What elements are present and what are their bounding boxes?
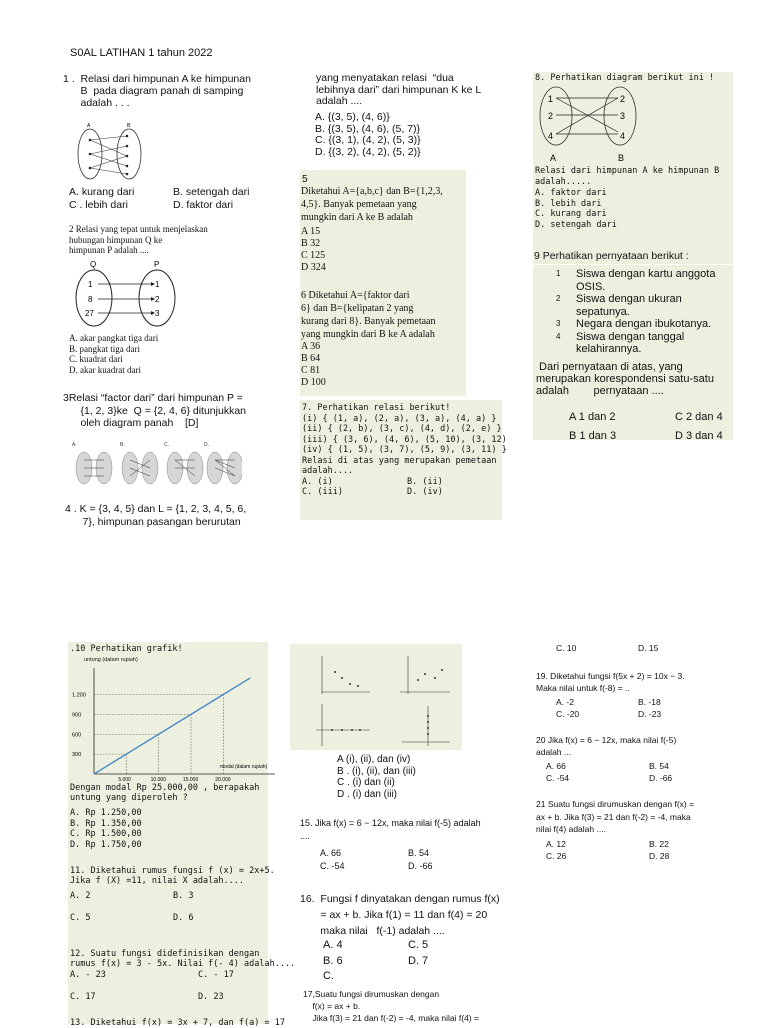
q11-text: 11. Diketahui rumus fungsi f (x) = 2x+5. Jika f (X) =11, nilai X adalah....	[70, 866, 275, 886]
q19-option-b[interactable]: B. -18	[638, 697, 661, 707]
q8-left-item: 4	[548, 131, 554, 141]
page-title: S0AL LATIHAN 1 tahun 2022	[70, 47, 213, 59]
chart-x-tick-label: 5.000	[118, 777, 131, 783]
svg-text:A.: A.	[72, 442, 77, 448]
chart-x-tick-label: 15.000	[182, 777, 199, 783]
q16-option-b[interactable]: B. 6	[323, 954, 343, 967]
q9-option-c[interactable]: C 2 dan 4	[675, 411, 723, 423]
q4-text: 4 . K = {3, 4, 5} dan L = {1, 2, 3, 4, 5, 6, 7}, himpunan pasangan berurutan	[65, 503, 247, 528]
q2-option-b[interactable]: B. pangkat tiga dari	[69, 343, 140, 354]
q1-option-c[interactable]: C . lebih dari	[69, 199, 128, 211]
q15-options	[320, 847, 433, 873]
q4b-option-c[interactable]: C. {(3, 1), (4, 2), (5, 3)}	[315, 134, 421, 146]
q8-option-c[interactable]: C. kurang dari	[535, 209, 607, 219]
q11-option-d[interactable]: D. 6	[173, 913, 194, 923]
q5-text: Diketahui A={a,b,c} dan B={1,2,3, 4,5}. Banyak pemetaan yang mungkin dari A ke B adalah	[301, 186, 443, 223]
q8-option-b[interactable]: B. lebih dari	[535, 198, 602, 209]
q7-option-a[interactable]: A. (i)	[302, 476, 333, 487]
q16-option-extra[interactable]: C.	[323, 970, 334, 982]
q6-option-d[interactable]: D 100	[301, 377, 326, 388]
q10-question: Dengan modal Rp 25.000,00 , berapakah untung yang diperoleh ?	[70, 783, 260, 803]
svg-text:B.: B.	[120, 442, 125, 448]
q12-text: 12. Suatu fungsi didefinisikan dengan rumus f(x) = 3 - 5x. Nilai f(- 4) adalah....	[70, 949, 296, 969]
q21-text: 21 Suatu fungsi dirumuskan dengan f(x) = ax + b. Jika f(3) = 21 dan f(-2) = -4, maka nilai f(4) adalah ....	[536, 799, 695, 834]
q2-q-item: 27	[85, 309, 94, 318]
q8-label-b: B	[618, 153, 625, 163]
chart-x-tick-label: 20.000	[215, 777, 231, 783]
q21-option-b[interactable]: B. 22	[649, 839, 669, 849]
q4b-options	[315, 112, 421, 158]
q19-text: 19. Diketahui fungsi f(5x + 2) = 10x − 3. Maka nilai untuk f(-8) = ..	[536, 671, 685, 693]
q3-text: 3Relasi “factor dari” dari himpunan P = {1, 2, 3}ke Q = {2, 4, 6} ditunjukkan oleh diagram panah [D]	[63, 392, 247, 429]
q9-item-number: 3	[556, 319, 561, 328]
q5-option-a[interactable]: A 15	[301, 226, 321, 237]
q7-option-c[interactable]: C. (iii)	[302, 487, 343, 497]
q21-options	[546, 838, 669, 862]
q21-option-d[interactable]: D. 28	[649, 851, 670, 861]
q6-text: 6 Diketahui A={faktor dari 6} dan B={kelipatan 2 yang kurang dari 8}. Banyak pemetaan yang mungkin dari B ke A adalah	[301, 290, 436, 340]
q6-option-a[interactable]: A 36	[301, 341, 321, 352]
q2-text: 2 Relasi yang tepat untuk menjelaskan hubungan himpunan Q ke himpunan P adalah ....	[69, 224, 208, 255]
q8-options	[535, 188, 617, 230]
q1-options	[69, 186, 249, 212]
q8-right-item: 3	[620, 111, 626, 121]
q7-relation: (iii) { (3, 6), (4, 6), (5, 10), (3, 12)	[302, 434, 507, 445]
chart-y-tick-label: 300	[72, 752, 82, 759]
q15-text: 15. Jika f(x) = 6 − 12x, maka nilai f(-5) adalah ....	[300, 818, 481, 841]
q7-relation: (i) { (1, a), (2, a), (3, a), (4, a) }	[302, 413, 497, 424]
q4b-option-d[interactable]: D. {(3, 2), (4, 2), (5, 2)}	[315, 145, 421, 158]
q4b-option-a[interactable]: A. {(3, 5), (4, 6)}	[315, 111, 390, 123]
q13-text-cut: 13. Diketahui f(x) = 3x + 7, dan f(a) = 17	[70, 1018, 285, 1028]
q14-options	[337, 754, 416, 800]
q4b-option-b[interactable]: B. {(3, 5), (4, 6), (5, 7)}	[315, 122, 421, 135]
q8-option-d[interactable]: D. setengah dari	[535, 219, 617, 230]
q5-option-d[interactable]: D 324	[301, 262, 326, 273]
q6-option-c[interactable]: C 81	[301, 365, 321, 376]
q1-option-b[interactable]: B. setengah dari	[173, 186, 250, 198]
q9-item-text: Negara dengan ibukotanya.	[576, 318, 712, 330]
q5-option-b[interactable]: B 32	[301, 238, 321, 249]
q2-arrow-diagram	[72, 258, 182, 330]
q9-item-number: 2	[556, 294, 561, 303]
q19-options	[556, 696, 661, 720]
q14-option-b[interactable]: B . (i), (ii), dan (iii)	[337, 765, 416, 777]
q2-option-c[interactable]: C. kuadrat dari	[69, 354, 123, 364]
q7-option-d[interactable]: D. (iv)	[407, 487, 443, 497]
q20-option-b[interactable]: B. 54	[649, 761, 669, 771]
q9-item-number: 4	[556, 331, 561, 341]
q19-option-c[interactable]: C. -20	[556, 709, 580, 719]
q2-p-item: 3	[155, 309, 160, 318]
q16-options	[323, 938, 428, 985]
q2-set-p-label: P	[154, 260, 160, 269]
q9-option-a[interactable]: A 1 dan 2	[569, 411, 616, 423]
q20-option-a[interactable]: A. 66	[546, 761, 566, 771]
q19-option-d[interactable]: D. -23	[638, 709, 662, 719]
q9-item-text: Siswa dengan tanggal kelahirannya.	[576, 330, 685, 355]
chart-x-tick-label: 10.000	[150, 777, 166, 783]
chart-x-axis-label: modal (dalam rupiah)	[220, 764, 268, 770]
q8-left-item: 2	[548, 111, 554, 121]
q17-text: 17,Suatu fungsi dirumuskan dengan f(x) = ax + b. Jika f(3) = 21 dan f(-2) = -4, maka nilai f(4) =	[303, 989, 479, 1023]
q20-options	[546, 760, 672, 784]
q5-option-c[interactable]: C 125	[301, 250, 326, 261]
q15-option-a[interactable]: A. 66	[320, 848, 342, 858]
q7-block	[302, 403, 507, 498]
q2-option-a[interactable]: A. akar pangkat tiga dari	[69, 333, 159, 343]
q16-option-c[interactable]: C. 5	[408, 939, 429, 951]
q12-options	[70, 970, 234, 1002]
q9-option-b[interactable]: B 1 dan 3	[569, 430, 617, 442]
q15-option-c[interactable]: C. -54	[320, 861, 345, 871]
svg-text:A: A	[87, 123, 91, 129]
q2-p-item: 2	[155, 295, 160, 304]
q2-p-item: 1	[155, 280, 160, 289]
q10-text: .10 Perhatikan grafik!	[70, 644, 183, 654]
q16-text: 16. Fungsi f dinyatakan dengan rumus f(x) = ax + b. Jika f(1) = 11 dan f(4) = 20 maka nilai f(-1) adalah ....	[300, 893, 500, 937]
q20-option-c[interactable]: C. -54	[546, 773, 570, 783]
q7-question: Relasi di atas yang merupakan pemetaan adalah....	[302, 455, 497, 476]
q12-option-b[interactable]: C. - 17	[198, 970, 234, 980]
q14-option-d[interactable]: D . (i) dan (iii)	[337, 788, 398, 800]
q1-arrow-diagram	[72, 120, 162, 182]
chart-series-line	[94, 678, 250, 774]
q9-question: Dari pernyataan di atas, yang merupakan korespondensi satu-satu adalah pernyataan ....	[536, 361, 714, 397]
q15-option-d[interactable]: D. -66	[408, 861, 433, 871]
q11-option-a[interactable]: A. 2	[70, 891, 91, 901]
q14-option-a[interactable]: A (i), (ii), dan (iv)	[337, 754, 411, 765]
q15-option-b[interactable]: B. 54	[408, 848, 430, 858]
q18-option-d[interactable]: D. 15	[638, 643, 659, 653]
q16-option-a[interactable]: A. 4	[323, 939, 343, 951]
q6-options	[301, 341, 326, 389]
q11-option-b[interactable]: B. 3	[173, 891, 194, 901]
q8-left-item: 1	[548, 94, 554, 104]
q8-right-item: 4	[620, 131, 626, 141]
q9-text: 9 Perhatikan pernyataan berikut :	[534, 250, 689, 262]
q9-item-number: 1	[556, 269, 561, 278]
q2-q-item: 8	[88, 295, 93, 304]
q7-text: 7. Perhatikan relasi berikut!	[302, 403, 451, 413]
q2-options	[69, 333, 158, 375]
q1-option-a[interactable]: A. kurang dari	[69, 186, 135, 198]
q12-option-a[interactable]: A. - 23	[70, 970, 106, 980]
q9-option-d[interactable]: D 3 dan 4	[675, 430, 723, 442]
chart-y-tick-label: 900	[72, 712, 82, 719]
q1-option-d[interactable]: D. faktor dari	[173, 199, 234, 211]
q9-item-text: Siswa dengan ukuran sepatunya.	[576, 293, 682, 318]
q5-options	[301, 226, 326, 274]
q7-option-b[interactable]: B. (ii)	[407, 476, 443, 487]
q6-option-b[interactable]: B 64	[301, 353, 321, 364]
svg-text:D.: D.	[204, 442, 209, 448]
q9-options	[569, 408, 723, 446]
q2-set-q-label: Q	[90, 260, 97, 269]
svg-text:C.: C.	[164, 442, 169, 448]
q7-relation: (ii) { (2, b), (3, c), (4, d), (2, e) }	[302, 424, 502, 434]
chart-y-tick-label: 1.200	[72, 692, 86, 699]
q7-relation: (iv) { (1, 5), (3, 7), (5, 9), (3, 11) }	[302, 445, 507, 455]
q2-option-d[interactable]: D. akar kuadrat dari	[69, 364, 141, 375]
svg-text:B: B	[127, 123, 131, 129]
q8-question: Relasi dari himpunan A ke himpunan B adalah.....	[535, 166, 720, 187]
chart-y-tick-label: 600	[72, 732, 82, 739]
q8-label-a: A	[550, 153, 557, 163]
q10-option-b[interactable]: B. Rp 1.350,00	[70, 818, 142, 829]
q10-line-chart	[70, 664, 282, 784]
q11-option-c[interactable]: C. 5	[70, 913, 91, 923]
q2-q-item: 1	[88, 280, 93, 289]
q8-text: 8. Perhatikan diagram berikut ini !	[535, 73, 715, 83]
q21-option-c[interactable]: C. 26	[546, 851, 567, 861]
q10-option-c[interactable]: C. Rp 1.500,00	[70, 829, 142, 839]
q20-option-d[interactable]: D. -66	[649, 773, 673, 783]
q11-options	[70, 891, 193, 923]
q3-diagram-options	[72, 440, 242, 492]
q8-option-a[interactable]: A. faktor dari	[535, 188, 607, 198]
q16-option-d[interactable]: D. 7	[408, 954, 429, 967]
q5-number: 5	[302, 174, 308, 185]
q10-option-a[interactable]: A. Rp 1.250,00	[70, 808, 142, 818]
q20-text: 20 Jika f(x) = 6 − 12x, maka nilai f(-5) adalah ...	[536, 735, 677, 757]
q9-list	[556, 268, 715, 356]
q18-options-tail	[556, 643, 658, 653]
q12-option-d[interactable]: D. 23	[198, 992, 224, 1002]
q21-option-a[interactable]: A. 12	[546, 839, 566, 849]
q19-option-a[interactable]: A. -2	[556, 697, 574, 707]
q1-text: 1 . Relasi dari himpunan A ke himpunan B pada diagram panah di samping adalah . . .	[63, 73, 251, 109]
q9-item-text: Siswa dengan kartu anggota OSIS.	[576, 268, 716, 293]
q4b-text: yang menyatakan relasi “dua lebihnya dari” dari himpunan K ke L adalah ....	[316, 72, 482, 107]
q10-options	[70, 808, 142, 850]
q8-right-item: 2	[620, 94, 626, 104]
q10-option-d[interactable]: D. Rp 1.750,00	[70, 839, 142, 850]
q18-option-c[interactable]: C. 10	[556, 643, 577, 653]
q12-option-c[interactable]: C. 17	[70, 992, 96, 1002]
q10-chart-title: untung (dalam rupiah)	[84, 657, 138, 663]
q14-option-c[interactable]: C . (i) dan (ii)	[337, 777, 395, 788]
q8-arrow-diagram	[538, 84, 638, 164]
q14-graph-options	[300, 650, 460, 750]
